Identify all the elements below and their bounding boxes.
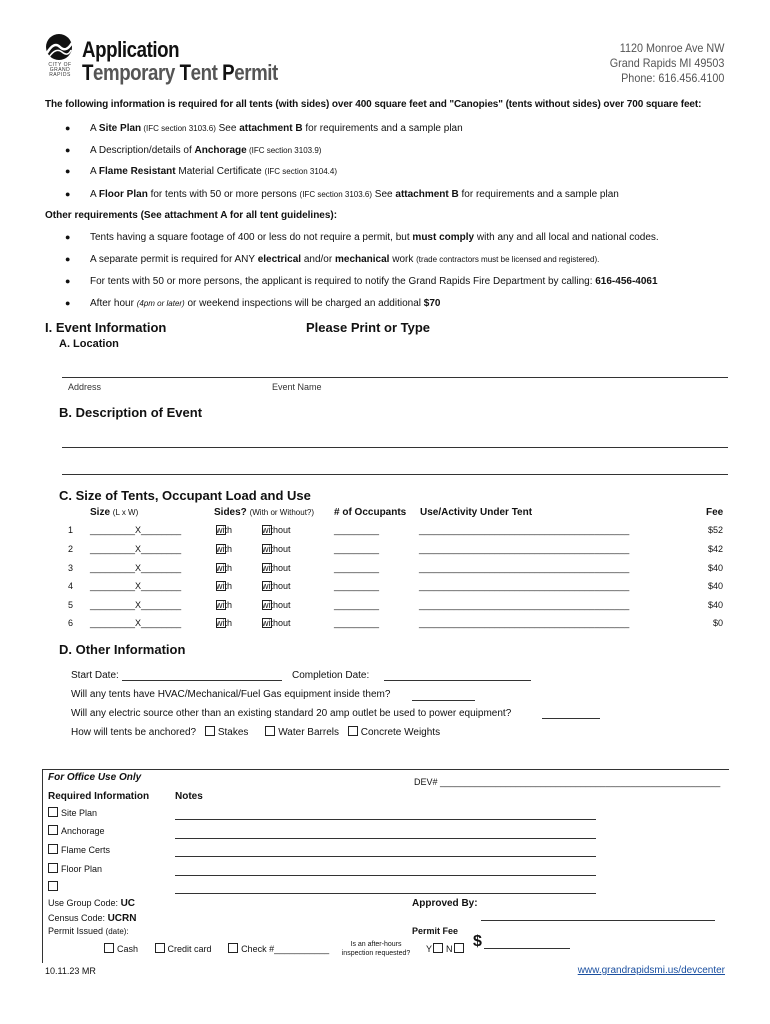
description-input-line[interactable] (62, 474, 728, 475)
use-group-code: Use Group Code: UC (48, 898, 136, 909)
size-field[interactable]: _________X________ (90, 618, 182, 628)
fee-dollar-sign: $ (473, 933, 482, 950)
row-number: 2 (68, 544, 74, 554)
size-field[interactable]: _________X________ (90, 563, 182, 573)
use-field[interactable]: __________________________________________ (419, 581, 630, 591)
devcenter-link[interactable]: www.grandrapidsmi.us/devcenter (577, 965, 725, 976)
col-sides: Sides? (With or Without?) (214, 507, 315, 518)
page-subtitle: Temporary Tent Permit (82, 60, 278, 85)
table-row: 2 _________X________ with without _________ __________________________________________ $42 (68, 544, 723, 554)
use-field[interactable]: __________________________________________ (419, 525, 630, 535)
table-row: 4 _________X________ with without _________ __________________________________________ $40 (68, 581, 723, 591)
office-heading: For Office Use Only (48, 772, 142, 783)
form-revision-code: 10.11.23 MR (45, 966, 96, 976)
intro-text: The following information is required for all tents (with sides) over 400 square feet and "Canopies" (tents without sides) over 700 square feet: (45, 99, 702, 110)
notes-line[interactable] (175, 838, 596, 839)
use-field[interactable]: __________________________________________ (419, 600, 630, 610)
table-row: 6 _________X________ with without _________ __________________________________________ $0 (68, 618, 723, 628)
row-fee: $40 (707, 600, 723, 610)
table-row: 1 _________X________ with without _________ __________________________________________ $52 (68, 525, 723, 535)
col-use: Use/Activity Under Tent (420, 507, 533, 518)
notes-line[interactable] (175, 819, 596, 820)
use-field[interactable]: __________________________________________ (419, 563, 630, 573)
floor-plan-checkbox[interactable] (48, 863, 58, 873)
required-info-heading: Required Information (48, 791, 150, 802)
occupants-field[interactable]: _________ (334, 563, 380, 573)
size-field[interactable]: _________X________ (90, 581, 182, 591)
address-caption: Address (68, 382, 102, 392)
anchor-question: How will tents be anchored? Stakes Water Barrels Concrete Weights (71, 727, 441, 738)
location-input-line[interactable] (62, 377, 728, 378)
page-title: Application (82, 37, 180, 62)
afterhours-yn: Y N (426, 943, 467, 954)
size-field[interactable]: _________X________ (90, 525, 182, 535)
permit-issued: Permit Issued (date): (48, 926, 129, 936)
office-anchorage: Anchorage (48, 825, 105, 836)
other-requirements-heading: Other requirements (See attachment A for all tent guidelines): (45, 210, 338, 221)
office-other (48, 881, 61, 892)
electric-answer-field[interactable] (542, 718, 600, 719)
row-number: 6 (68, 618, 74, 628)
site-plan-checkbox[interactable] (48, 807, 58, 817)
flame-certs-checkbox[interactable] (48, 844, 58, 854)
table-row: 3 _________X________ with without _________ __________________________________________ $40 (68, 563, 723, 573)
office-address: 1120 Monroe Ave NW Grand Rapids MI 49503 Phone: 616.456.4100 (609, 41, 724, 85)
check-checkbox[interactable] (228, 943, 238, 953)
row-fee: $52 (707, 525, 723, 535)
row-number: 4 (68, 581, 74, 591)
anchorage-checkbox[interactable] (48, 825, 58, 835)
permit-fee-label: Permit Fee (412, 926, 459, 936)
col-occupants: # of Occupants (334, 507, 407, 518)
event-name-caption: Event Name (272, 382, 322, 392)
no-checkbox[interactable] (454, 943, 464, 953)
row-fee: $0 (712, 618, 723, 628)
hvac-question: Will any tents have HVAC/Mechanical/Fuel Gas equipment inside them? (71, 689, 391, 700)
section-size-of-tents: C. Size of Tents, Occupant Load and Use (59, 488, 311, 503)
occupants-field[interactable]: _________ (334, 544, 380, 554)
row-number: 1 (68, 525, 74, 535)
start-date-field[interactable] (122, 680, 282, 681)
row-number: 5 (68, 600, 74, 610)
office-floor-plan: Floor Plan (48, 863, 102, 874)
section-description: B. Description of Event (59, 405, 203, 420)
water-barrels-checkbox[interactable] (265, 726, 275, 736)
completion-date-label: Completion Date: (292, 670, 370, 681)
notes-line[interactable] (175, 875, 596, 876)
location-heading: A. Location (59, 338, 119, 350)
permit-fee-field[interactable] (484, 948, 570, 949)
cash-checkbox[interactable] (104, 943, 114, 953)
start-date-label: Start Date: (71, 670, 119, 681)
size-field[interactable]: _________X________ (90, 600, 182, 610)
electric-question: Will any electric source other than an existing standard 20 amp outlet be used to power equipment? (71, 708, 512, 719)
section-event-information: I. Event Information (45, 320, 167, 335)
census-code: Census Code: UCRN (48, 913, 137, 924)
dev-number: DEV# ________________________________________________________ (414, 777, 721, 787)
notes-line[interactable] (175, 893, 596, 894)
approved-by-field[interactable] (481, 920, 715, 921)
row-number: 3 (68, 563, 74, 573)
row-fee: $40 (707, 581, 723, 591)
occupants-field[interactable]: _________ (334, 618, 380, 628)
occupants-field[interactable]: _________ (334, 525, 380, 535)
notes-line[interactable] (175, 856, 596, 857)
concrete-weights-checkbox[interactable] (348, 726, 358, 736)
table-row: 5 _________X________ with without _________ __________________________________________ $40 (68, 600, 723, 610)
row-fee: $40 (707, 563, 723, 573)
stakes-checkbox[interactable] (205, 726, 215, 736)
payment-methods: Cash Credit card Check #___________ (104, 943, 329, 954)
section-other-information: D. Other Information (59, 642, 186, 657)
credit-card-checkbox[interactable] (155, 943, 165, 953)
completion-date-field[interactable] (384, 680, 531, 681)
size-field[interactable]: _________X________ (90, 544, 182, 554)
col-size: Size (L x W) (90, 507, 139, 518)
use-field[interactable]: __________________________________________ (419, 544, 630, 554)
col-fee: Fee (706, 507, 724, 518)
use-field[interactable]: __________________________________________ (419, 618, 630, 628)
office-flame-certs: Flame Certs (48, 844, 110, 855)
office-site-plan: Site Plan (48, 807, 97, 818)
description-input-line[interactable] (62, 447, 728, 448)
print-instruction: Please Print or Type (306, 320, 431, 335)
other-checkbox[interactable] (48, 881, 58, 891)
occupants-field[interactable]: _________ (334, 600, 380, 610)
occupants-field[interactable]: _________ (334, 581, 380, 591)
row-fee: $42 (707, 544, 723, 554)
hvac-answer-field[interactable] (412, 700, 475, 701)
yes-checkbox[interactable] (433, 943, 443, 953)
logo-text: CITY OF GRAND RAPIDS (48, 62, 72, 78)
approved-by-label: Approved By: (412, 898, 478, 909)
afterhours-question: Is an after-hours inspection requested? (341, 941, 411, 957)
notes-heading: Notes (175, 791, 203, 802)
